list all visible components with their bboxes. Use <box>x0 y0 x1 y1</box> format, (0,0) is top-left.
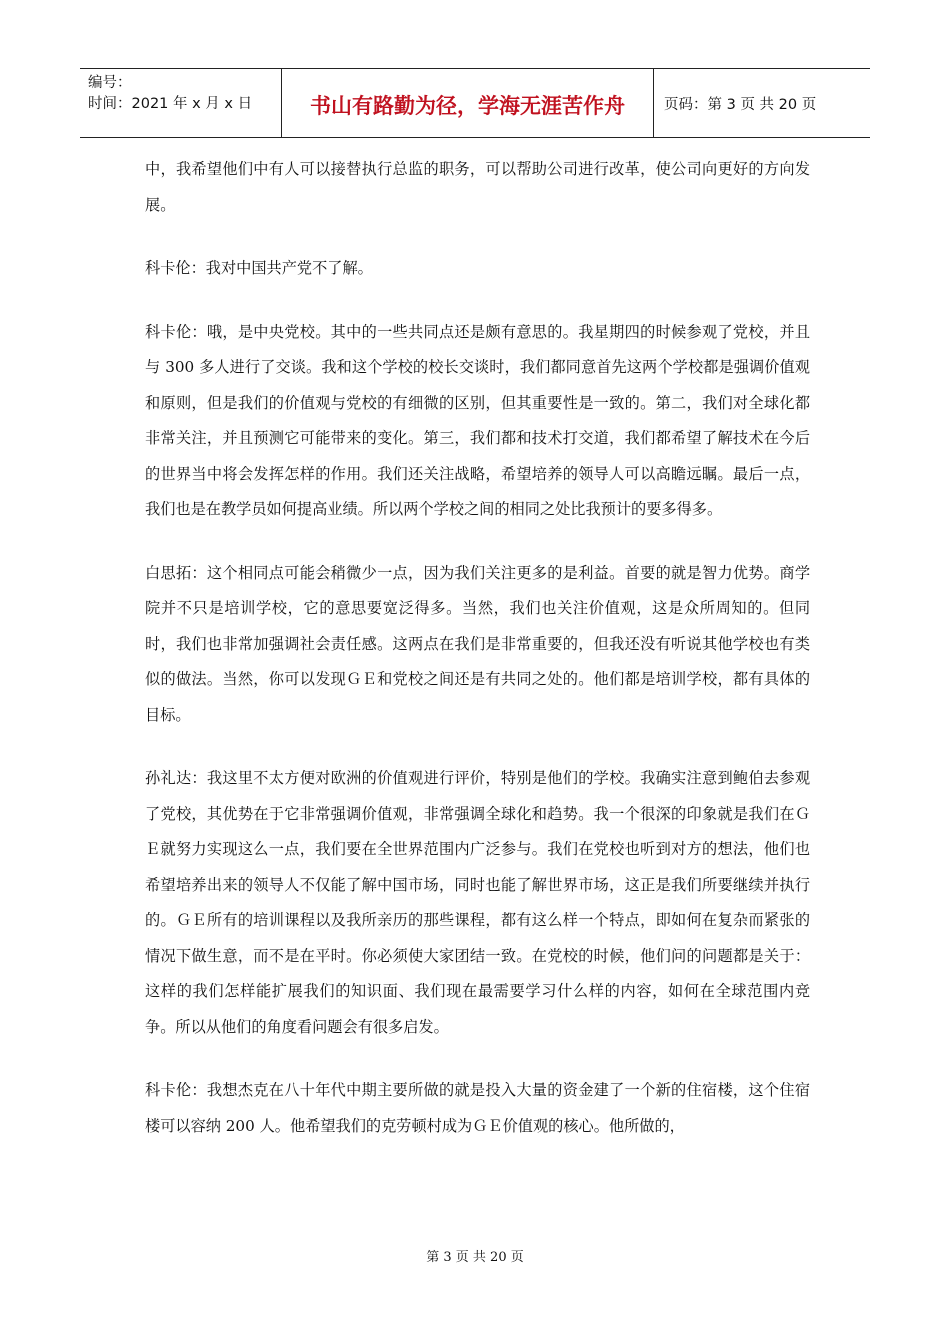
paragraph: 科卡伦：我对中国共产党不了解。 <box>145 259 373 277</box>
header-motto: 书山有路勤为径，学海无涯苦作舟 <box>282 69 654 137</box>
header-meta <box>80 69 282 137</box>
document-date: 时间：2021 年 x 月 x 日 <box>88 96 253 112</box>
document-number: 编号： <box>88 75 132 91</box>
page-footer: 第 3 页 共 20 页 <box>426 1250 524 1265</box>
paragraph: 白思拓：这个相同点可能会稍微少一点，因为我们关注更多的是利益。首要的就是智力优势。商学院并不只是培训学校，它的意思要宽泛得多。当然，我们也关注价值观，这是众所周知的。但同时，我们也非常加强调社会责任感。这两点在我们是非常重要的，但我还没有听说其他学校也有类似的做法。当然，你可以发现ＧＥ和党校之间还是有共同之处的。他们都是培训学校，都有具体的目标。 <box>145 563 810 724</box>
header-page-info: 页码：第 3 页 共 20 页 <box>664 96 817 113</box>
paragraph: 孙礼达：我这里不太方便对欧洲的价值观进行评价，特别是他们的学校。我确实注意到鲍伯去参观了党校，其优势在于它非常强调价值观，非常强调全球化和趋势。我一个很深的印象就是我们在ＧＥ就努力实现这么一点，我们要在全世界范围内广泛参与。我们在党校也听到对方的想法，他们也希望培养出来的领导人不仅能了解中国市场，同时也能了解世界市场，这正是我们所要继续并执行的。ＧＥ所有的培训课程以及我所亲历的那些课程，都有这么样一个特点，即如何在复杂而紧张的情况下做生意，而不是在平时。你必须使大家团结一致。在党校的时候，他们问的问题都是关于：这样的我们怎样能扩展我们的知识面、我们现在最需要学习什么样的内容，如何在全球范围内竞争。所以从他们的角度看问题会有很多启发。 <box>145 769 810 1036</box>
page-header <box>80 68 870 138</box>
paragraph: 科卡伦：我想杰克在八十年代中期主要所做的就是投入大量的资金建了一个新的住宿楼，这个住宿楼可以容纳 200 人。他希望我们的克劳顿村成为ＧＥ价值观的核心。他所做的， <box>145 1081 810 1135</box>
paragraph: 中，我希望他们中有人可以接替执行总监的职务，可以帮助公司进行改革，使公司向更好的方向发展。 <box>145 160 810 214</box>
paragraph: 科卡伦：哦，是中央党校。其中的一些共同点还是颇有意思的。我星期四的时候参观了党校，并且与 300 多人进行了交谈。我和这个学校的校长交谈时，我们都同意首先这两个学校都是强调价值观和原则，但是我们的价值观与党校的有细微的区别，但其重要性是一致的。第二，我们对全球化都非常关注，并且预测它可能带来的变化。第三，我们都和技术打交道，我们都希望了解技术在今后的世界当中将会发挥怎样的作用。我们还关注战略，希望培养的领导人可以高瞻远瞩。最后一点，我们也是在教学员如何提高业绩。所以两个学校之间的相同之处比我预计的要多得多。 <box>145 322 810 518</box>
document-body <box>145 152 810 1172</box>
